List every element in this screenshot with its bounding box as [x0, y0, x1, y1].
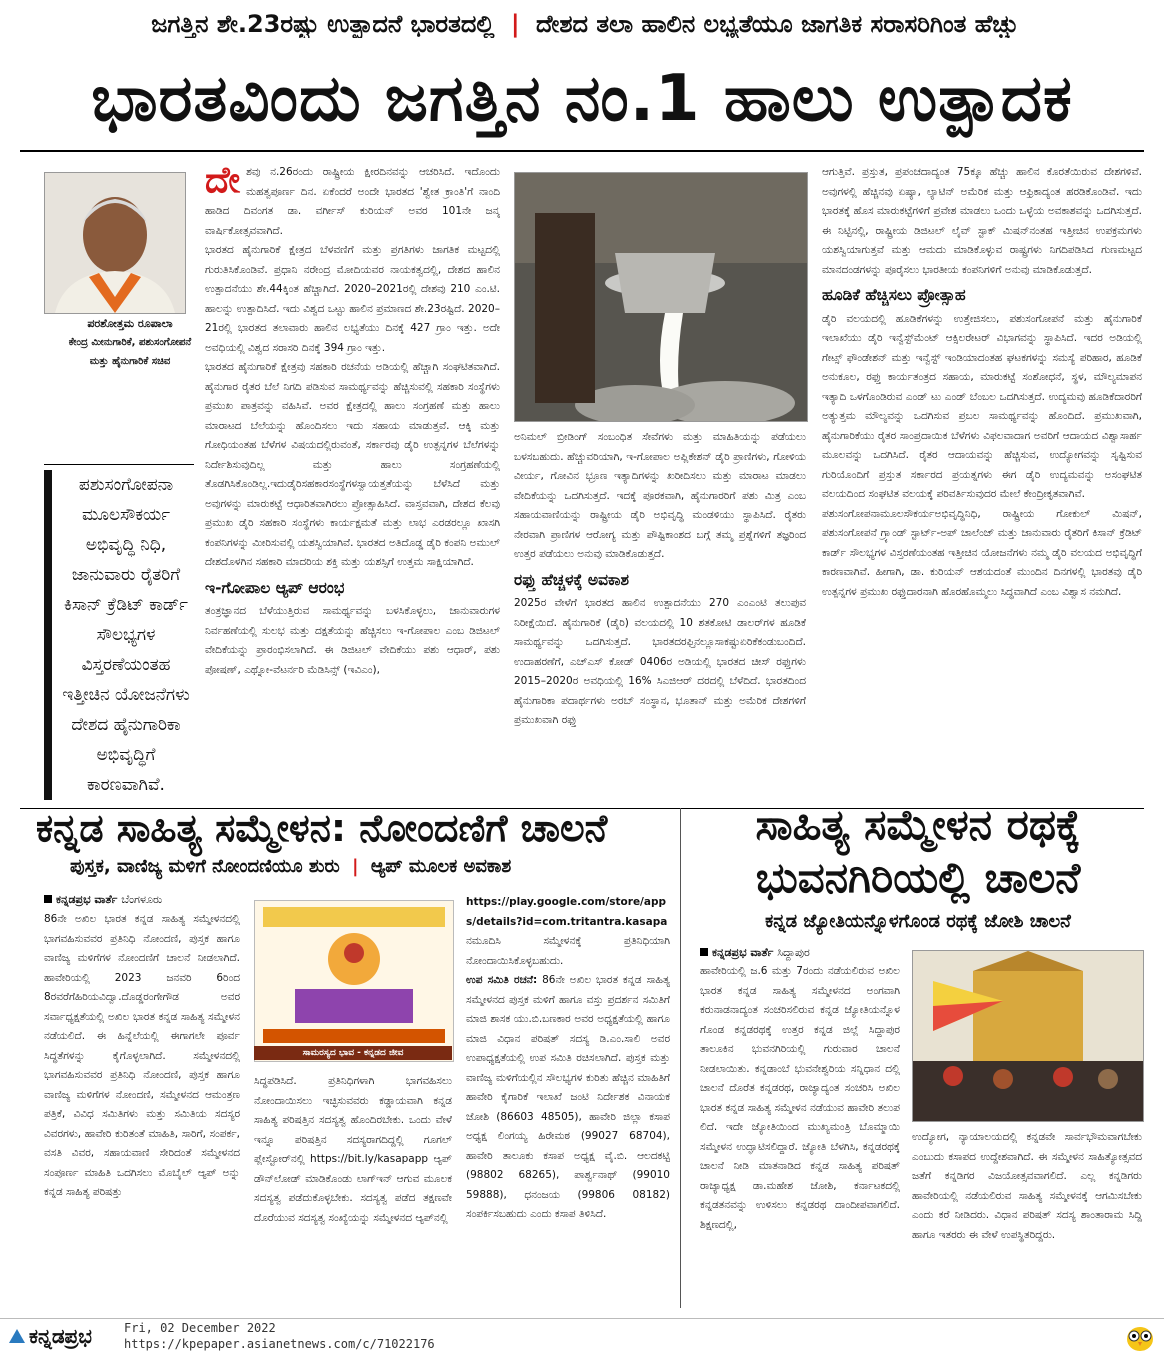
subhead-egopala: ಇ-ಗೋಪಾಲ ಆ್ಯಪ್ ಆರಂಭ: [205, 578, 345, 597]
sidebar-pullquote: ಪಶುಸಂಗೋಪನಾ ಮೂಲಸೌಕರ್ಯ ಅಭಿವೃದ್ಧಿ ನಿಧಿ, ಜಾನುವಾರು ರೈತರಿಗೆ ಕಿಸಾನ್ ಕ್ರೆಡಿಟ್ ಕಾರ್ಡ್ ಸೌಲಭ್ಯಗಳ ವಿಸ್ತರಣೆಯಂತಹ ಇತ್ತೀಚಿನ ಯೋಜನೆಗಳು ದೇಶದ ಹೈನುಗಾರಿಕಾ ಅಭಿವೃದ್ಧಿಗೆ ಕಾರಣವಾಗಿವೆ.: [62, 475, 190, 795]
portrait-icon: [45, 173, 185, 313]
article2-deck-right: ಆ್ಯಪ್ ಮೂಲಕ ಅವಕಾಶ: [370, 856, 512, 877]
article1-para: ಭಾರತದ ಹೈನುಗಾರಿಕೆ ಕ್ಷೇತ್ರದ ಬೆಳವಣಿಗೆ ಮತ್ತು ಪ್ರಗತಿಗಳು ಜಾಗತಿಕ ಮಟ್ಟದಲ್ಲಿ ಗುರುತಿಸಿಕೊಂಡಿವೆ. ಪ್ರಧಾನಿ ನರೇಂದ್ರ ಮೋದಿಯವರ ನಾಯಕತ್ವದಲ್ಲಿ, ದೇಶದ ಹಾಲಿನ ಉತ್ಪಾದನೆಯು ಶೇ.44ಕ್ಕಿಂತ ಹೆಚ್ಚಾಗಿದೆ. 2020–2021ರಲ್ಲಿ ದೇಶವು 210 ಎಂ.ಟಿ. ಹಾಲನ್ನು ಉತ್ಪಾದಿಸಿದೆ. ಇದು ವಿಶ್ವದ ಒಟ್ಟು ಹಾಲಿನ ಪ್ರಮಾಣದ ಶೇ.23ರಷ್ಟಿದೆ. 2020–21ರಲ್ಲಿ ಭಾರತದ ತಲಾವಾರು ಹಾಲಿನ ಲಭ್ಯತೆಯು ದಿನಕ್ಕೆ 427 ಗ್ರಾಂ ಇತ್ತು. ಅದೇ ಅವಧಿಯಲ್ಲಿ ವಿಶ್ವದ ಸರಾಸರಿ ದಿನಕ್ಕೆ 394 ಗ್ರಾಂ ಇತ್ತು.: [205, 244, 500, 354]
article3-col2: ಉದ್ಯೋಗ, ನ್ಯಾಯಾಲಯದಲ್ಲಿ ಕನ್ನಡವೇ ಸಾರ್ವಭೌಮವಾಗಬೇಕು ಎಂಬುದು ಕಸಾಪದ ಉದ್ದೇಶವಾಗಿದೆ. ಈ ಸಮ್ಮೇಳನ ಸಾಹಿತ್ಯೋತ್ಸವದ ಜತೆಗೆ ಕನ್ನಡಿಗರ ವಿಜಯೋತ್ಸವವಾಗಲಿದೆ. ಎಲ್ಲ ಕನ್ನಡಿಗರು ಹಾವೇರಿಯಲ್ಲಿ ನಡೆಯಲಿರುವ ಸಾಹಿತ್ಯ ಸಮ್ಮೇಳನಕ್ಕೆ ಆಗಮಿಸಬೇಕು ಎಂದು ಕರೆ ನೀಡಿದರು. ವಿಧಾನ ಪರಿಷತ್ ಸದಸ್ಯ ಶಾಂತಾರಾಮ ಸಿದ್ದಿ ಹಾಗೂ ಇತರರು ಈ ವೇಳೆ ಉಪಸ್ಥಿತರಿದ್ದರು.: [912, 1131, 1142, 1241]
deck-separator: |: [351, 856, 359, 877]
article1-col2: [514, 428, 806, 803]
poster-art-icon: [255, 901, 453, 1061]
article2-deck-left: ಪುಸ್ತಕ, ವಾಣಿಜ್ಯ ಮಳಿಗೆ ನೋಂದಣಿಯೂ ಶುರು: [70, 856, 340, 877]
brand-triangle-icon: [8, 1327, 26, 1345]
owl-mascot-icon: [1124, 1322, 1156, 1352]
article2-col3: [466, 893, 670, 1315]
kicker-left: ಜಗತ್ತಿನ ಶೇ.23ರಷ್ಟು ಉತ್ಪಾದನೆ ಭಾರತದಲ್ಲಿ: [151, 10, 495, 38]
article1-para: ಅನಿಮಲ್ ಬ್ರೀಡಿಂಗ್ ಸಂಬಂಧಿತ ಸೇವೆಗಳು ಮತ್ತು ಮಾಹಿತಿಯನ್ನು ಪಡೆಯಲು ಬಳಸಬಹುದು. ಹೆಚ್ಚುವರಿಯಾಗಿ, ಇ-ಗೋಪಾಲ ಅಪ್ಲಿಕೇಶನ್ ಡೈರಿ ಪ್ರಾಣಿಗಳು, ಗೋಳಿಯ ವೀರ್ಯ, ಗೋವಿನ ಭ್ರೂಣ ಇತ್ಯಾದಿಗಳನ್ನು ಖರೀದಿಸಲು ಮತ್ತು ಮಾರಾಟ ಮಾಡಲು ವೇದಿಕೆಯನ್ನು ಒದಗಿಸುತ್ತದೆ. ಇದಕ್ಕೆ ಪೂರಕವಾಗಿ, ಹೈನುಗಾರರಿಗೆ ಪಶು ಮಿತ್ರ ಎಂಬ ಸಹಾಯವಾಣಿಯನ್ನು ರಾಷ್ಟ್ರೀಯ ಡೈರಿ ಅಭಿವೃದ್ಧಿ ಮಂಡಳಿಯು ಸ್ಥಾಪಿಸಿದೆ. ರೈತರು ನೇರವಾಗಿ ಪ್ರಾಣಿಗಳ ಆರೋಗ್ಯ ಮತ್ತು ಪೌಷ್ಟಿಕಾಂಶದ ಬಗ್ಗೆ ತಮ್ಮ ಪ್ರಶ್ನೆಗಳಿಗೆ ತಜ್ಞರಿಂದ ಉತ್ತರ ಪಡೆಯಲು ಅನುವು ಮಾಡಿಕೊಡುತ್ತದೆ.: [514, 431, 806, 560]
chariot-flag-icon: [913, 951, 1143, 1121]
article3-byline: [700, 946, 900, 960]
milk-pouring-icon: [515, 173, 807, 421]
article3-headline-2: ಭುವನಗಿರಿಯಲ್ಲಿ ಚಾಲನೆ: [755, 853, 1081, 902]
subhead-export: ರಫ್ತು ಹೆಚ್ಚಳಕ್ಕೆ ಅವಕಾಶ: [514, 570, 629, 589]
article1-para: ಆಗುತ್ತಿವೆ. ಪ್ರಸ್ತುತ, ಪ್ರಪಂಚದಾದ್ಯಂತ 75ಕ್ಕೂ ಹೆಚ್ಚು ಹಾಲಿನ ಕೊರತೆಯಿರುವ ದೇಶಗಳಿವೆ. ಅವುಗಳಲ್ಲಿ ಹೆಚ್ಚಿನವು ಏಷ್ಯಾ, ಲ್ಯಾಟಿನ್ ಅಮೆರಿಕ ಮತ್ತು ಆಫ್ರಿಕಾದ್ಯಂತ ಹರಡಿಕೊಂಡಿವೆ. ಇದು ಭಾರತಕ್ಕೆ ಹೊಸ ಮಾರುಕಟ್ಟೆಗಳಿಗೆ ಪ್ರವೇಶ ಮಾಡಲು ಒಂದು ಒಳ್ಳೆಯ ಅವಕಾಶವನ್ನು ಒದಗಿಸುತ್ತದೆ. ಈ ನಿಟ್ಟಿನಲ್ಲಿ, ರಾಷ್ಟ್ರೀಯ ಡಿಜಿಟಲ್ ಲೈವ್ ಸ್ಟಾಕ್ ಮಿಷನ್‌ನಂತಹ ಇತ್ತೀಚಿನ ಉಪಕ್ರಮಗಳು ಯಶಸ್ವಿಯಾಗುತ್ತವೆ ಮತ್ತು ಆಮದು ಮಾಡಿಕೊಳ್ಳುವ ರಾಷ್ಟ್ರಗಳು ನಿಗದಿಪಡಿಸಿದ ಗುಣಮಟ್ಟದ ಮಾನದಂಡಗಳನ್ನು ಪೂರೈಸಲು ಭಾರತೀಯ ಕಂಪನಿಗಳಿಗೆ ಅನುವು ಮಾಡಿಕೊಡುತ್ತದೆ.: [822, 166, 1142, 276]
byline-place: ಬೆಂಗಳೂರು: [121, 893, 163, 906]
byline-place: ಸಿದ್ದಾಪುರ: [777, 946, 810, 959]
article1-col3: [822, 163, 1142, 803]
byline-brand: ಕನ್ನಡಪ್ರಭ ವಾರ್ತೆ: [56, 893, 118, 906]
article2-col1: 86ನೇ ಅಖಿಲ ಭಾರತ ಕನ್ನಡ ಸಾಹಿತ್ಯ ಸಮ್ಮೇಳನದಲ್ಲಿ ಭಾಗವಹಿಸುವವರ ಪ್ರತಿನಿಧಿ ನೋಂದಣಿ, ಪುಸ್ತಕ ಹಾಗೂ ವಾಣಿಜ್ಯ ಮಳಿಗೆಗಳ ನೋಂದಣಿಗೆ ಚಾಲನೆ ನೀಡಲಾಗಿದೆ. ಹಾವೇರಿಯಲ್ಲಿ 2023 ಜನವರಿ 6ರಿಂದ 8ರವರೆಗೆಹಿರಿಯವಿದ್ವಾ.ದೊಡ್ಡರಂಗೇಗೌಡ ಅವರ ಸರ್ವಾಧ್ಯಕ್ಷತೆಯಲ್ಲಿ ಅಖಿಲ ಭಾರತ ಕನ್ನಡ ಸಾಹಿತ್ಯ ಸಮ್ಮೇಳನ ನಡೆಯಲಿದೆ. ಈ ಹಿನ್ನೆಲೆಯಲ್ಲಿ ಈಗಾಗಲೇ ಪೂರ್ವ ಸಿದ್ಧತೆಗಳನ್ನು ಕೈಗೊಳ್ಳಲಾಗಿದೆ. ಸಮ್ಮೇಳನದಲ್ಲಿ ಭಾಗವಹಿಸುವವರ ಪ್ರತಿನಿಧಿ ನೋಂದಣಿ, ಪುಸ್ತಕ ಹಾಗೂ ವಾಣಿಜ್ಯ ಮಳಿಗೆಗಳ ನೋಂದಣಿ, ಸಮ್ಮೇಳನದ ಆಮಂತ್ರಣ ಪತ್ರಿಕೆ, ವಿವಿಧ ಸಮಿತಿಗಳು ಮತ್ತು ಸಮಿತಿಯ ಸದಸ್ಯರ ವಿವರಗಳು, ಹಾವೇರಿ ಕುರಿತಂತೆ ಮಾಹಿತಿ, ಸಾರಿಗೆ, ಸಂಪರ್ಕ, ವಸತಿ ವಿವರ, ಸಹಾಯವಾಣಿ ಸೇರಿದಂತೆ ಸಮ್ಮೇಳನದ ಸಂಪೂರ್ಣ ಮಾಹಿತಿ ಒದಗಿಸಲು ಮೊಬೈಲ್ ಆ್ಯಪ್ ಅನ್ನು ಕನ್ನಡ ಸಾಹಿತ್ಯ ಪರಿಷತ್ತು: [44, 913, 240, 1198]
headline-rule: [20, 150, 1144, 152]
article1-para: 2025ರ ವೇಳೆಗೆ ಭಾರತದ ಹಾಲಿನ ಉತ್ಪಾದನೆಯು 270 ಎಂಎಂಟಿ ತಲುಪುವ ನಿರೀಕ್ಷೆಯಿದೆ. ಹೈನುಗಾರಿಕೆ (ಡೈರಿ) ವಲಯದಲ್ಲಿ 10 ಶತಕೋಟಿ ಡಾಲರ್‌ಗಳ ಹೂಡಿಕೆ ಸಾಮರ್ಥ್ಯವನ್ನು ಒದಗಿಸುತ್ತದೆ. ಭಾರತದರಫ್ತಿನಲ್ಲೂಸಾಕಷ್ಟುಏರಿಕೆಕಂಡುಬಂದಿದೆ. ಉದಾಹರಣೆಗೆ, ಎಚ್‌ಎಸ್ ಕೋಡ್ 0406ರ ಅಡಿಯಲ್ಲಿ ಭಾರತದ ಚೀಸ್ ರಫ್ತುಗಳು 2015–2020ರ ಅವಧಿಯಲ್ಲಿ 16% ಸಿಎಜಿಆರ್ ದರದಲ್ಲಿ ಬೆಳೆದಿದೆ. ಭಾರತದಿಂದ ಹೈನುಗಾರಿಕಾ ಪದಾರ್ಥಗಳು ಅರಬ್ ಸಂಸ್ಥಾನ, ಭೂತಾನ್ ಮತ್ತು ಅಮೆರಿಕ ದೇಶಗಳಿಗೆ ಪ್ರಮುಖವಾಗಿ ರಫ್ತು: [514, 597, 806, 726]
article1-col1: [205, 163, 500, 803]
sidebar-rule-top: [44, 464, 194, 465]
article1-para: ತಂತ್ರಜ್ಞಾನದ ಬೆಳೆಯುತ್ತಿರುವ ಸಾಮರ್ಥ್ಯವನ್ನು ಬಳಸಿಕೊಳ್ಳಲು, ಜಾನುವಾರುಗಳ ನಿರ್ವಹಣೆಯಲ್ಲಿ ಸುಲಭ ಮತ್ತು ದಕ್ಷತೆಯನ್ನು ಹೆಚ್ಚಿಸಲು ಇ-ಗೋಪಾಲ ಎಂಬ ಡಿಜಿಟಲ್ ವೇದಿಕೆಯನ್ನು ಪ್ರಾರಂಭಿಸಲಾಗಿದೆ. ಈ ಡಿಜಿಟಲ್ ವೇದಿಕೆಯು ಪಶು ಆಧಾರ್, ಪಶು ಪೋಷಣ್, ಎಥ್ನೋ-ವೆಟರ್ನರಿ ಮೆಡಿಸಿನ್ಸ್ (ಇವಿಎಂ),: [205, 605, 500, 676]
article3-col1: ಹಾವೇರಿಯಲ್ಲಿ ಜ.6 ಮತ್ತು 7ರಂದು ನಡೆಯಲಿರುವ ಅಖಿಲ ಭಾರತ ಕನ್ನಡ ಸಾಹಿತ್ಯ ಸಮ್ಮೇಳನದ ಅಂಗವಾಗಿ ಕರುನಾಡನಾದ್ಯಂತ ಸಂಚರಿಸಲಿರುವ ಕನ್ನಡ ಜ್ಯೋತಿಯನ್ನೊಳ ಗೊಂಡ ಕನ್ನಡರಥಕ್ಕೆ ಉತ್ತರ ಕನ್ನಡ ಜಿಲ್ಲೆ ಸಿದ್ದಾಪುರ ತಾಲೂಕಿನ ಭುವನಗಿರಿಯಲ್ಲಿ ಗುರುವಾರ ಚಾಲನೆ ನೀಡಲಾಯಿತು. ಕನ್ನಡಾಂಬೆ ಭುವನೇಶ್ವರಿಯ ಸನ್ನಿಧಾನ ದಲ್ಲಿ ಚಾಲನೆ ದೊರೆತ ಕನ್ನಡರಥ, ರಾಜ್ಯಾದ್ಯಂತ ಸಂಚರಿಸಿ ಅಖಿಲ ಭಾರತ ಕನ್ನಡ ಸಾಹಿತ್ಯ ಸಮ್ಮೇಳನ ನಡೆಯುವ ಹಾವೇರಿ ತಲುಪ ಲಿದೆ. ಇದೇ ಜ್ಯೋತಿಯಿಂದ ಮುಖ್ಯಮಂತ್ರಿ ಬೊಮ್ಮಾಯಿ ಸಮ್ಮೇಳನ ಉದ್ಘಾಟಿಸಲಿದ್ದಾರೆ. ಜ್ಯೋತಿ ಬೆಳಗಿಸಿ, ಕನ್ನಡರಥಕ್ಕೆ ಚಾಲನೆ ನೀಡಿ ಮಾತನಾಡಿದ ಕನ್ನಡ ಸಾಹಿತ್ಯ ಪರಿಷತ್ ರಾಜ್ಯಾಧ್ಯಕ್ಷ ಡಾ.ಮಹೇಶ ಜೋಶಿ, ಕರ್ನಾಟಕದಲ್ಲಿ ಕನ್ನಡತನವನ್ನು ಉಳಿಸಲು ಕನ್ನಡರಥ ದಾಂದೀಪವಾಗಲಿದೆ. ಶಿಕ್ಷಣದಲ್ಲಿ,: [700, 965, 900, 1231]
app-link[interactable]: https://play.google.com/store/apps/details?id=com.tritantra.kasapa: [466, 896, 668, 928]
sammelana-poster: [254, 900, 454, 1062]
minister-caption: [60, 314, 200, 371]
article2-para: ನಮೂದಿಸಿ ಸಮ್ಮೇಳನಕ್ಕೆ ಪ್ರತಿನಿಧಿಯಾಗಿ ನೋಂದಾಯಿಸಿಕೊಳ್ಳಬಹುದು.: [466, 935, 670, 967]
article2-para: 86ನೇ ಅಖಿಲ ಭಾರತ ಕನ್ನಡ ಸಾಹಿತ್ಯ ಸಮ್ಮೇಳನದ ಪುಸ್ತಕ ಮಳಿಗೆ ಹಾಗೂ ವಸ್ತು ಪ್ರದರ್ಶನ ಸಮಿತಿಗೆ ಮಾಜಿ ಶಾಸಕ ಯು.ಬಿ.ಬಣಕಾರ ಅವರ ಅಧ್ಯಕ್ಷತೆಯಲ್ಲಿ ಹಾಗೂ ಮಾಜಿ ವಿಧಾನ ಪರಿಷತ್ ಸದಸ್ಯ ಡಿ.ಎಂ.ಸಾಲಿ ಅವರ ಉಪಾಧ್ಯಕ್ಷತೆಯಲ್ಲಿ ಉಪ ಸಮಿತಿ ರಚಿಸಲಾಗಿದೆ. ಪುಸ್ತಕ ಮತ್ತು ವಾಣಿಜ್ಯ ಮಳಿಗೆಯಲ್ಲಿನ ಸೌಲಭ್ಯಗಳ ಕುರಿತು ಹೆಚ್ಚಿನ ಮಾಹಿತಿಗೆ ಹಾವೇರಿ ಕೈಗಾರಿಕೆ ಇಲಾಖೆ ಜಂಟಿ ನಿರ್ದೇಶಕ ವಿನಾಯಕ ಜೋಶಿ (86603 48505), ಹಾವೇರಿ ಜಿಲ್ಲಾ ಕಸಾಪ ಅಧ್ಯಕ್ಷ ಲಿಂಗಯ್ಯ ಹಿರೇಮಠ (99027 68704), ಹಾವೇರಿ ತಾಲೂಕು ಕಸಾಪ ಅಧ್ಯಕ್ಷ ವೈ.ಬಿ. ಆಲದಕಟ್ಟಿ (98802 68265), ಪಾರ್ಶ್ವನಾಥ್ (99010 59888), ಧನಂಜಯ (99806 08182) ಸಂಪರ್ಕಿಸಬಹುದು ಎಂದು ಕಸಾಪ ತಿಳಿಸಿದೆ.: [466, 974, 670, 1220]
article2-byline: [44, 893, 244, 907]
sidebar-bar: [44, 470, 52, 800]
kicker-separator: |: [510, 10, 520, 38]
article2-col2: ಸಿದ್ಧಪಡಿಸಿದೆ. ಪ್ರತಿನಿಧಿಗಳಾಗಿ ಭಾಗವಹಿಸಲು ನೋಂದಾಯಿಸಲು ಇಚ್ಛಿಸುವವರು ಕಡ್ಡಾಯವಾಗಿ ಕನ್ನಡ ಸಾಹಿತ್ಯ ಪರಿಷತ್ತಿನ ಸದಸ್ಯತ್ವ ಹೊಂದಿರಬೇಕು. ಒಂದು ವೇಳೆ ಇನ್ನೂ ಪರಿಷತ್ತಿನ ಸದಸ್ಯರಾಗದಿದ್ದಲ್ಲಿ ಗೂಗಲ್ ಪ್ಲೇಸ್ಟೋರ್‌ನಲ್ಲಿ https://bit.ly/kasapapp ಆ್ಯಪ್ ಡೌನ್‌ಲೋಡ್ ಮಾಡಿಕೊಂಡು ಲಾಗ್‌ಇನ್ ಆಗುವ ಮೂಲಕ ಸದಸ್ಯತ್ವ ಪಡೆದುಕೊಳ್ಳಬೇಕು. ಸದಸ್ಯತ್ವ ಪಡೆದ ತಕ್ಷಣವೇ ದೊರೆಯುವ ಸದಸ್ಯತ್ವ ಸಂಖ್ಯೆಯನ್ನು ಸಮ್ಮೇಳನದ ಆ್ಯಪ್‌ನಲ್ಲಿ: [254, 1075, 452, 1224]
byline-square-icon: [44, 895, 52, 903]
milk-photo: [514, 172, 808, 422]
kicker-right: ದೇಶದ ತಲಾ ಹಾಲಿನ ಲಭ್ಯತೆಯೂ ಜಾಗತಿಕ ಸರಾಸರಿಗಿಂತ ಹೆಚ್ಚು: [535, 10, 1019, 38]
footer-rule: [0, 1318, 1164, 1319]
footer-date: Fri, 02 December 2022: [124, 1321, 276, 1335]
byline-square-icon: [700, 948, 708, 956]
article1-para: ಪಶುಸಂಗೋಪನಾಮೂಲಸೌಕರ್ಯಅಭಿವೃದ್ಧಿನಿಧಿ, ರಾಷ್ಟ್ರೀಯ ಗೋಕುಲ್ ಮಿಷನ್, ಪಶುಸಂಗೋಪನೆ ಗ್ರ್ಯಾಂಡ್ ಸ್ಟಾರ್ಟ್-ಅಪ್ ಚಾಲೆಂಜ್ ಮತ್ತು ಜಾನುವಾರು ರೈತರಿಗೆ ಕಿಸಾನ್ ಕ್ರೆಡಿಟ್ ಕಾರ್ಡ್ ಸೌಲಭ್ಯಗಳ ವಿಸ್ತರಣೆಯಂತಹ ಇತ್ತೀಚಿನ ಯೋಜನೆಗಳು ನಮ್ಮ ಡೈರಿ ವಲಯದ ಅಭಿವೃದ್ಧಿಗೆ ಕಾರಣವಾಗಿವೆ. ಹೀಗಾಗಿ, ಡಾ. ಕುರಿಯನ್ ಆಶಯದಂತೆ ಮುಂದಿನ ದಿನಗಳಲ್ಲಿ ಭಾರತವು ಡೈರಿ ಉತ್ಪನ್ನಗಳ ಪ್ರಮುಖ ರಫ್ತುದಾರನಾಗಿ ಹೊರಹೊಮ್ಮಲು ಸಿದ್ಧವಾಗಿದೆ ಎಂಬ ವಿಶ್ವಾಸ ನಮಗಿದೆ.: [822, 507, 1142, 598]
subhead-investment: ಹೂಡಿಕೆ ಹೆಚ್ಚಿಸಲು ಪ್ರೋತ್ಸಾಹ: [822, 286, 966, 304]
minister-role: ಕೇಂದ್ರ ಮೀನುಗಾರಿಕೆ, ಪಶುಸಂಗೋಪನೆ ಮತ್ತು ಹೈನುಗಾರಿಕೆ ಸಚಿವ: [68, 337, 192, 367]
poster-caption: ಸಾಮರಸ್ಯದ ಭಾವ - ಕನ್ನಡದ ಜೀವ: [254, 1046, 452, 1060]
footer-brand: ಕನ್ನಡಪ್ರಭ: [29, 1324, 92, 1348]
article1-para: ಶವು ನ.26ರಂದು ರಾಷ್ಟ್ರೀಯ ಕ್ಷೀರದಿನವನ್ನು ಆಚರಿಸಿದೆ. ಇದೊಂದು ಮಹತ್ವಪೂರ್ಣ ದಿನ. ಏಕೆಂದರೆ ಅಂದೇ ಭಾರತದ 'ಶ್ವೇತ ಕ್ರಾಂತಿ'ಗೆ ನಾಂದಿ ಹಾಡಿದ ದಿವಂಗತ ಡಾ. ವರ್ಗೀಸ್ ಕುರಿಯನ್ ಅವರ 101ನೇ ಜನ್ಮ ವಾರ್ಷಿಕೋತ್ಸವವಾಗಿದೆ.: [205, 166, 500, 237]
vertical-rule: [680, 808, 681, 1308]
article3-headline-1: ಸಾಹಿತ್ಯ ಸಮ್ಮೇಳನ ರಥಕ್ಕೆ: [755, 800, 1081, 849]
footer-logo[interactable]: [8, 1322, 118, 1350]
article2-headline: ಕನ್ನಡ ಸಾಹಿತ್ಯ ಸಮ್ಮೇಳನ: ನೋಂದಣಿಗೆ ಚಾಲನೆ: [36, 806, 608, 850]
footer-url[interactable]: https://kpepaper.asianetnews.com/c/71022176: [124, 1337, 435, 1351]
main-headline: ಭಾರತವಿಂದು ಜಗತ್ತಿನ ನಂ.1 ಹಾಲು ಉತ್ಪಾದಕ: [91, 62, 1073, 136]
byline-brand: ಕನ್ನಡಪ್ರಭ ವಾರ್ತೆ: [712, 946, 774, 959]
kicker-line: [20, 10, 1150, 38]
chariot-photo: [912, 950, 1144, 1122]
owl-icon[interactable]: [1124, 1322, 1156, 1352]
article1-para: ಭಾರತದ ಹೈನುಗಾರಿಕೆ ಕ್ಷೇತ್ರವು ಸಹಕಾರಿ ರಚನೆಯ ಅಡಿಯಲ್ಲಿ ಹೆಚ್ಚಾಗಿ ಸಂಘಟಿತವಾಗಿದೆ. ಹೈನುಗಾರ ರೈತರ ಬೆಲೆ ನಿಗದಿ ಪಡಿಸುವ ಸಾಮರ್ಥ್ಯವನ್ನು ಹೆಚ್ಚಿಸುವಲ್ಲಿ ಸಹಕಾರಿ ಸಂಸ್ಥೆಗಳು ಪ್ರಮುಖ ಪಾತ್ರವನ್ನು ವಹಿಸಿವೆ. ಅವರ ಕ್ಷೇತ್ರದಲ್ಲಿ ಹಾಲು ಸಂಗ್ರಹಣೆ ಮತ್ತು ಹಾಲು ಮಾರಾಟದ ಬೆಲೆಯನ್ನು ಹೊಂದಿಸಲು ಇದು ಸಹಾಯ ಮಾಡುತ್ತವೆ. ಆಕ್ಕಿ ಮತ್ತು ಗೋಧಿಯಂತಹ ಬೆಳೆಗಳ ವಿಷಯದಲ್ಲಿರುವಂತೆ, ಸರ್ಕಾರವು ಡೈರಿ ಉತ್ಪನ್ನಗಳ ಬೆಲೆಗಳನ್ನು ನಿರ್ದೇಶಿಸುವುದಿಲ್ಲ ಮತ್ತು ಹಾಲು ಸಂಗ್ರಹಣೆಯಲ್ಲಿ ತೊಡಗಿಸಿಕೊಂಡಿಲ್ಲ.ಇದುಡೈರಿಸಹಕಾರಸಂಸ್ಥೆಗಳಸ್ವಾಯತ್ತತೆಯನ್ನು ಬೆಳೆಸಿದೆ ಮತ್ತು ಅವುಗಳನ್ನು ಮಾರುಕಟ್ಟೆ ಆಧಾರಿತವಾಗಿರಲು ಪ್ರೋತ್ಸಾಹಿಸಿದೆ. ವಾಸ್ತವವಾಗಿ, ದೇಶದ ಕೆಲವು ಪ್ರಮುಖ ಡೈರಿ ಸಹಕಾರಿ ಸಂಸ್ಥೆಗಳು ಕಾರ್ಯಕ್ಷಮತೆ ಮತ್ತು ಲಾಭ ಎರಡರಲ್ಲೂ ಖಾಸಗಿ ಕಂಪನಿಗಳನ್ನು ಮೀರಿಸುವಲ್ಲಿ ಯಶಸ್ವಿಯಾಗಿವೆ. ಭಾರತದ ಅತಿದೊಡ್ಡ ಡೈರಿ ಕಂಪನಿ ಅಮುಲ್ ದೇಶದೊಳಗಿನ ಸಹಕಾರಿ ಮಾದರಿಯ ಶಕ್ತಿ ಮತ್ತು ಯಶಸ್ಸಿಗೆ ಉತ್ತಮ ಸಾಕ್ಷಿಯಾಗಿದೆ.: [205, 361, 500, 568]
minister-photo: [44, 172, 186, 314]
article3-deck: ಕನ್ನಡ ಜ್ಯೋತಿಯನ್ನೊಳಗೊಂಡ ರಥಕ್ಕೆ ಜೋಶಿ ಚಾಲನೆ: [765, 911, 1071, 932]
subcommittee-label: ಉಪ ಸಮಿತಿ ರಚನೆ:: [466, 974, 538, 986]
minister-name: ಪರಶೋತ್ತಮ ರೂಪಾಲಾ: [87, 317, 173, 330]
drop-cap: ದೇ: [205, 163, 241, 201]
article2-deck: [70, 856, 670, 877]
article1-para: ಡೈರಿ ವಲಯದಲ್ಲಿ ಹೂಡಿಕೆಗಳನ್ನು ಉತ್ತೇಜಿಸಲು, ಪಶುಸಂಗೋಪನೆ ಮತ್ತು ಹೈನುಗಾರಿಕೆ ಇಲಾಖೆಯು ಡೈರಿ ಇನ್ವೆಸ್ಟ್‌ಮೆಂಟ್ ಆಕ್ಸಿಲರೇಟರ್ ವಿಭಾಗವನ್ನು ಸ್ಥಾಪಿಸಿದೆ. ಇದರ ಅಡಿಯಲ್ಲಿ ಗೇಟ್ಸ್ ಫೌಂಡೇಶನ್ ಮತ್ತು ಇನ್ವೆಸ್ಟ್ ಇಂಡಿಯಾದಂತಹ ಘಟಕಗಳನ್ನು ಸಮಸ್ಯೆ ಪರಿಹಾರ, ಹೂಡಿಕೆ ಅನುಕೂಲ, ರಫ್ತು ಕಾರ್ಯತಂತ್ರದ ಸಹಾಯ, ಮಾರುಕಟ್ಟೆ ಸಂಶೋಧನೆ, ಸ್ಥಳ, ಮೌಲ್ಯಮಾಪನ ಇತ್ಯಾದಿ ಒಳಗೊಂಡಿರುವ ಎಂಡ್ ಟು ಎಂಡ್ ಬೆಂಬಲ ಒದಗಿಸುತ್ತದೆ. ಉದ್ಯಮವು ಹೂಡಿಕೆದಾರರಿಗೆ ಅತ್ಯುತ್ತಮ ಮೌಲ್ಯವನ್ನು ಒದಗಿಸುವ ಪ್ರಬಲ ಸಾಮರ್ಥ್ಯವನ್ನು ಹೊಂದಿದೆ. ಪ್ರಮುಖವಾಗಿ, ಹೈನುಗಾರಿಕೆಯು ರೈತರ ಸಾಂಪ್ರದಾಯಿಕ ಬೆಳೆಗಳು ವಿಫಲವಾದಾಗ ಅವರಿಗೆ ಆದಾಯದ ವಿಶ್ವಾಸಾರ್ಹ ಮೂಲವನ್ನು ಒದಗಿಸಿದೆ. ರೈತರ ಆದಾಯವನ್ನು ಹೆಚ್ಚಿಸುವ, ಉದ್ಯೋಗವನ್ನು ಸೃಷ್ಟಿಸುವ ಗುರಿಯೊಂದಿಗೆ ಪ್ರಸ್ತುತ ಸರ್ಕಾರದ ಪ್ರಯತ್ನಗಳು ಈಗ ಡೈರಿ ಉದ್ಯಮವನ್ನು ಅಸಂಘಟಿತ ವಲಯದಿಂದ ಸಂಘಟಿತ ವಲಯಕ್ಕೆ ಪರಿವರ್ತಿಸುವುದರ ಮೇಲೆ ಕೇಂದ್ರೀಕೃತವಾಗಿವೆ.: [822, 312, 1142, 500]
